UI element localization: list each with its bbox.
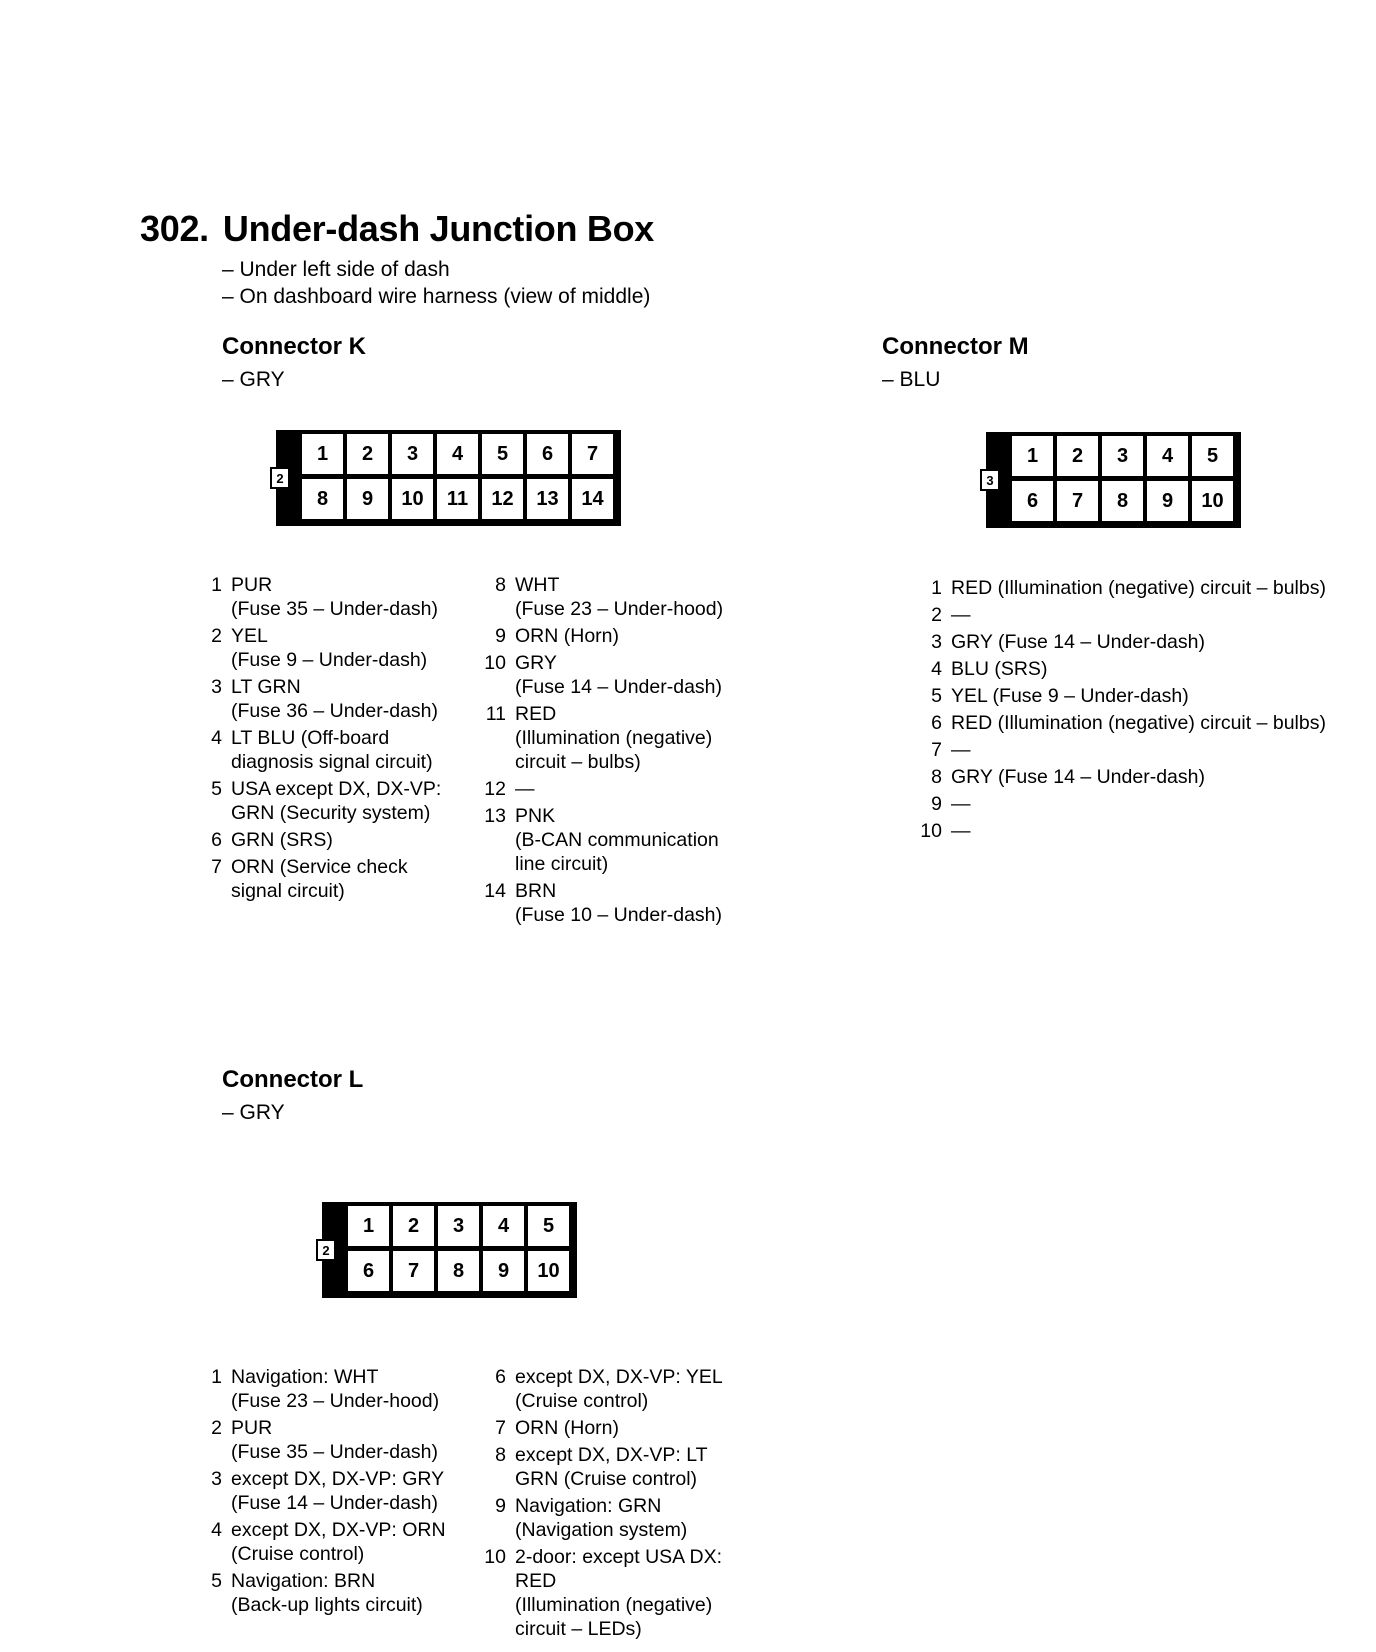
pin-description: except DX, DX-VP: GRY (Fuse 14 – Under-dash) xyxy=(231,1468,445,1514)
connector-pin: 7 xyxy=(1057,481,1098,521)
pin-list-item xyxy=(192,726,441,774)
pin-number: 8 xyxy=(495,1444,506,1466)
connector-housing xyxy=(276,430,621,526)
connector-pin: 9 xyxy=(483,1251,524,1291)
connector-key-label: 3 xyxy=(980,469,1000,491)
connector-l-color: – GRY xyxy=(222,1101,285,1124)
pin-number: 4 xyxy=(211,1519,222,1541)
connector-pin: 10 xyxy=(1192,481,1233,521)
pin-number: 2 xyxy=(211,625,222,647)
pin-list-item xyxy=(912,819,1326,843)
connector-pin: 9 xyxy=(1147,481,1188,521)
pin-list-item xyxy=(476,1416,723,1440)
pin-description: BRN (Fuse 10 – Under-dash) xyxy=(515,880,723,926)
pin-list-item xyxy=(476,702,723,774)
pin-number: 8 xyxy=(495,574,506,596)
pin-description: Navigation: WHT (Fuse 23 – Under-hood) xyxy=(231,1366,440,1412)
connector-pin: 5 xyxy=(528,1206,569,1246)
pin-description: BLU (SRS) xyxy=(951,658,1048,680)
pin-list-item xyxy=(912,576,1326,600)
location-notes xyxy=(222,256,650,310)
pin-description: GRY (Fuse 14 – Under-dash) xyxy=(951,631,1205,653)
pin-list-item xyxy=(476,1443,723,1491)
connector-housing xyxy=(322,1202,577,1298)
pin-number: 9 xyxy=(495,625,506,647)
connector-l-title: Connector L xyxy=(222,1066,364,1093)
connector-m-title: Connector M xyxy=(882,333,1029,360)
pin-number: 10 xyxy=(920,820,942,842)
connector-key-label: 2 xyxy=(270,467,290,489)
pin-list-item xyxy=(476,1545,723,1641)
connector-pin: 6 xyxy=(348,1251,389,1291)
pin-number: 10 xyxy=(484,1546,506,1568)
location-note: – On dashboard wire harness (view of middle) xyxy=(222,285,651,308)
pin-number: 5 xyxy=(211,1570,222,1592)
pin-list-item xyxy=(192,828,441,852)
pin-description: RED (Illumination (negative) circuit – bulbs) xyxy=(951,712,1326,734)
pin-number: 11 xyxy=(485,703,506,725)
pin-description: except DX, DX-VP: ORN (Cruise control) xyxy=(231,1519,446,1565)
pin-list-item xyxy=(476,1365,723,1413)
connector-housing xyxy=(986,432,1241,528)
connector-pin: 7 xyxy=(393,1251,434,1291)
pin-description: PUR (Fuse 35 – Under-dash) xyxy=(231,1417,439,1463)
pin-list-item xyxy=(912,711,1326,735)
connector-pin: 6 xyxy=(1012,481,1053,521)
pin-list-item xyxy=(476,777,723,801)
connector-pin: 8 xyxy=(1102,481,1143,521)
pin-list-item xyxy=(912,684,1326,708)
connector-k-title: Connector K xyxy=(222,333,366,360)
pin-description: ORN (Service check signal circuit) xyxy=(231,856,408,902)
pin-description: GRY (Fuse 14 – Under-dash) xyxy=(515,652,723,698)
pin-list-item xyxy=(192,777,441,825)
pin-number: 3 xyxy=(931,631,942,653)
pin-list-item xyxy=(476,804,723,876)
pin-description: YEL (Fuse 9 – Under-dash) xyxy=(951,685,1189,707)
pin-description: — xyxy=(951,820,971,842)
pin-number: 10 xyxy=(484,652,506,674)
pin-description: — xyxy=(951,739,971,761)
connector-pin: 10 xyxy=(528,1251,569,1291)
connector-pin: 9 xyxy=(347,479,388,519)
connector-m-color: – BLU xyxy=(882,368,941,391)
pin-description: Navigation: BRN (Back-up lights circuit) xyxy=(231,1570,423,1616)
connector-pin: 12 xyxy=(482,479,523,519)
connector-pin: 2 xyxy=(1057,436,1098,476)
connector-m-pinlist xyxy=(912,576,1326,846)
pin-description: ORN (Horn) xyxy=(515,1417,620,1439)
connector-pin: 4 xyxy=(437,434,478,474)
pin-list-item xyxy=(192,573,441,621)
pin-number: 9 xyxy=(931,793,942,815)
connector-pin: 5 xyxy=(482,434,523,474)
connector-pin: 10 xyxy=(392,479,433,519)
connector-pin: 4 xyxy=(483,1206,524,1246)
pin-list-item xyxy=(192,675,441,723)
pin-list-item xyxy=(192,1365,446,1413)
pin-description: 2-door: except USA DX: RED (Illumination (negative) circuit – LEDs) xyxy=(515,1546,723,1640)
connector-pin: 2 xyxy=(393,1206,434,1246)
pin-number: 3 xyxy=(211,1468,222,1490)
connector-pin: 11 xyxy=(437,479,478,519)
pin-number: 6 xyxy=(211,829,222,851)
connector-pin: 7 xyxy=(572,434,613,474)
pin-list-item xyxy=(912,603,1326,627)
connector-pin: 4 xyxy=(1147,436,1188,476)
connector-pin: 6 xyxy=(527,434,568,474)
pin-description: YEL (Fuse 9 – Under-dash) xyxy=(231,625,428,671)
pin-description: — xyxy=(951,793,971,815)
pin-number: 2 xyxy=(211,1417,222,1439)
location-note: – Under left side of dash xyxy=(222,258,450,281)
pin-list-item xyxy=(192,624,441,672)
connector-pin: 2 xyxy=(347,434,388,474)
pin-description: — xyxy=(951,604,971,626)
pin-description: LT GRN (Fuse 36 – Under-dash) xyxy=(231,676,439,722)
connector-l-pinlist-right xyxy=(476,1365,723,1644)
connector-pin: 8 xyxy=(302,479,343,519)
pin-description: except DX, DX-VP: LT GRN (Cruise control) xyxy=(515,1444,708,1490)
pin-number: 6 xyxy=(495,1366,506,1388)
pin-number: 7 xyxy=(211,856,222,878)
pin-list-item xyxy=(912,765,1326,789)
pin-list-item xyxy=(192,1467,446,1515)
pin-description: RED (Illumination (negative) circuit – bulbs) xyxy=(951,577,1326,599)
pin-number: 4 xyxy=(931,658,942,680)
pin-number: 4 xyxy=(211,727,222,749)
pin-description: WHT (Fuse 23 – Under-hood) xyxy=(515,574,724,620)
pin-list-item xyxy=(912,738,1326,762)
pin-description: ORN (Horn) xyxy=(515,625,620,647)
pin-list-item xyxy=(476,624,723,648)
connector-l-pinlist-left xyxy=(192,1365,446,1620)
pin-list-item xyxy=(476,651,723,699)
pin-number: 7 xyxy=(495,1417,506,1439)
pin-list-item xyxy=(476,1494,723,1542)
pin-list-item xyxy=(192,1416,446,1464)
section-title: Under-dash Junction Box xyxy=(222,208,655,249)
pin-number: 1 xyxy=(931,577,942,599)
pin-list-item xyxy=(192,1518,446,1566)
connector-pin: 8 xyxy=(438,1251,479,1291)
connector-key-label: 2 xyxy=(316,1239,336,1261)
pin-description: LT BLU (Off-board diagnosis signal circuit) xyxy=(231,727,433,773)
pin-description: GRY (Fuse 14 – Under-dash) xyxy=(951,766,1205,788)
pin-number: 1 xyxy=(211,1366,222,1388)
connector-k-pinlist-right xyxy=(476,573,723,930)
connector-pin: 13 xyxy=(527,479,568,519)
pin-description: — xyxy=(515,778,535,800)
pin-number: 3 xyxy=(211,676,222,698)
connector-pin: 1 xyxy=(1012,436,1053,476)
pin-number: 12 xyxy=(484,778,506,800)
connector-pin: 1 xyxy=(348,1206,389,1246)
connector-pin: 14 xyxy=(572,479,613,519)
connector-k-color: – GRY xyxy=(222,368,285,391)
connector-pin: 3 xyxy=(1102,436,1143,476)
pin-description: PNK (B-CAN communication line circuit) xyxy=(515,805,719,875)
page-title xyxy=(140,208,654,250)
pin-description: except DX, DX-VP: YEL (Cruise control) xyxy=(515,1366,723,1412)
connector-pin: 5 xyxy=(1192,436,1233,476)
pin-list-item xyxy=(912,792,1326,816)
pin-number: 6 xyxy=(931,712,942,734)
connector-pin: 1 xyxy=(302,434,343,474)
pin-number: 2 xyxy=(931,604,942,626)
pin-number: 8 xyxy=(931,766,942,788)
pin-list-item xyxy=(476,879,723,927)
pin-number: 7 xyxy=(931,739,942,761)
pin-description: RED (Illumination (negative) circuit – bulbs) xyxy=(515,703,713,773)
pin-list-item xyxy=(912,630,1326,654)
pin-description: PUR (Fuse 35 – Under-dash) xyxy=(231,574,439,620)
pin-number: 14 xyxy=(484,880,506,902)
pin-number: 9 xyxy=(495,1495,506,1517)
pin-description: USA except DX, DX-VP: GRN (Security system) xyxy=(231,778,442,824)
section-number: 302. xyxy=(140,208,209,249)
pin-list-item xyxy=(912,657,1326,681)
pin-number: 5 xyxy=(211,778,222,800)
pin-list-item xyxy=(192,1569,446,1617)
connector-pin: 3 xyxy=(392,434,433,474)
pin-description: Navigation: GRN (Navigation system) xyxy=(515,1495,688,1541)
connector-pin: 3 xyxy=(438,1206,479,1246)
pin-list-item xyxy=(192,855,441,903)
pin-number: 13 xyxy=(484,805,506,827)
connector-k-pinlist-left xyxy=(192,573,441,906)
pin-number: 1 xyxy=(211,574,222,596)
pin-list-item xyxy=(476,573,723,621)
pin-number: 5 xyxy=(931,685,942,707)
pin-description: GRN (SRS) xyxy=(231,829,333,851)
